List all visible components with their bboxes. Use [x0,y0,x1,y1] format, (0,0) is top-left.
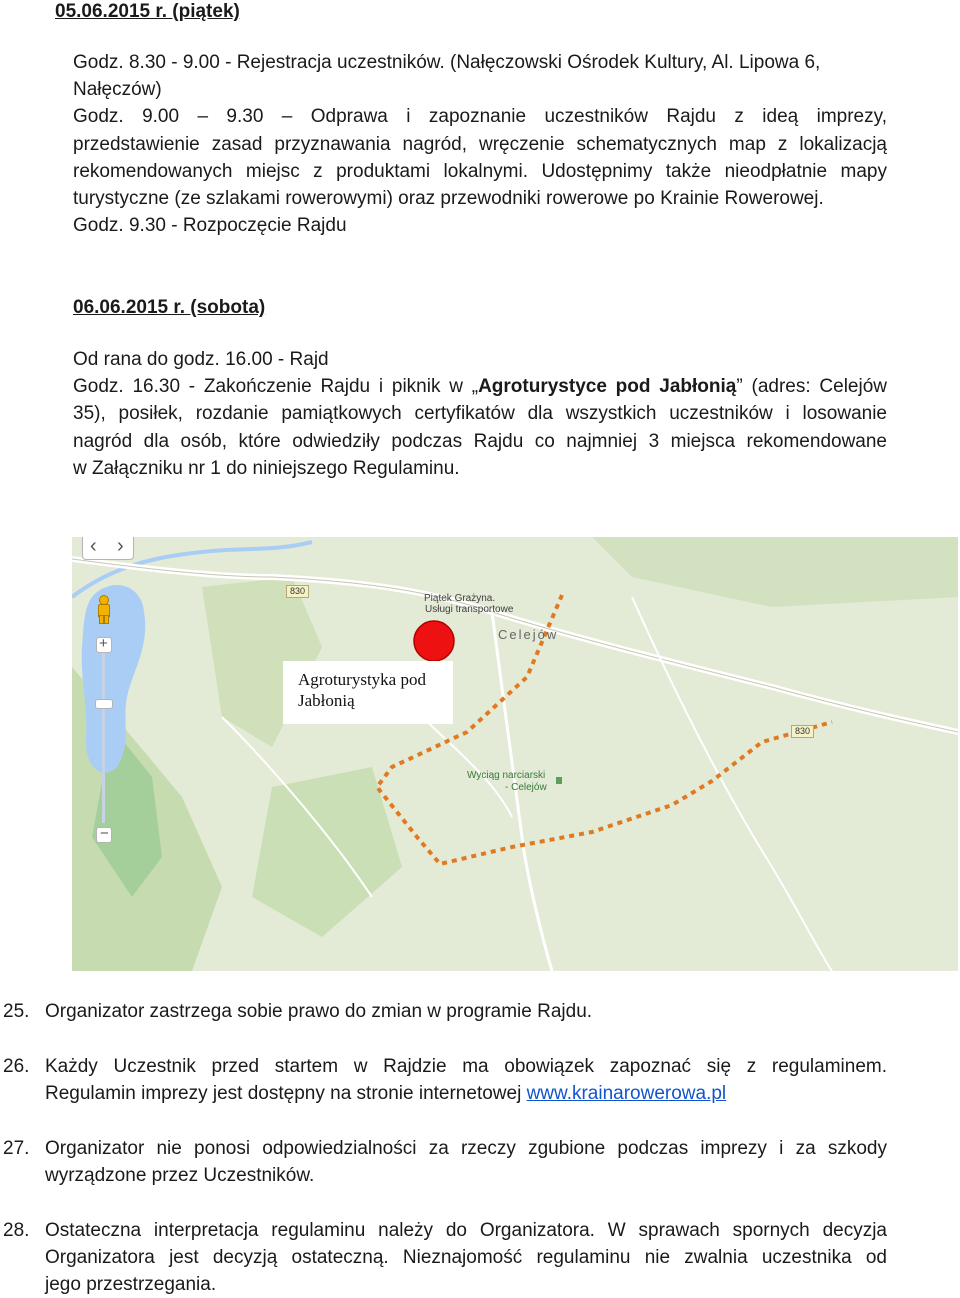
map-infobox [283,661,453,724]
road-shield-830-east: 830 [791,725,814,738]
day2-line1: Od rana do godz. 16.00 - Rajd [73,349,329,370]
zoom-slider-handle[interactable] [95,699,113,709]
item-25 [45,998,887,1025]
day1-line4: przedstawienie zasad przyznawania nagród, wręczenie schematycznych map z lokalizacją [73,134,887,155]
map-canvas [72,537,958,971]
day2-line2 [73,373,887,400]
road-shield-830-west: 830 [286,585,309,598]
label-uslugi: Usługi transportowe [425,604,514,615]
minus-icon: − [100,825,109,842]
item-28 [45,1217,887,1298]
item-28-row-3: jego przestrzegania. [45,1274,217,1295]
item-25-number: 25. [3,1001,30,1022]
label-wyciag-1: Wyciąg narciarski [467,770,546,781]
item-26-row-1: Każdy Uczestnik przed startem w Rajdzie ma obowiązek zapoznać się z regulaminem. [45,1056,887,1077]
day1-line1: Godz. 8.30 - 9.00 - Rejestracja uczestników. (Nałęczowski Ośrodek Kultury, Al. Lipowa 6, [73,52,821,73]
location-marker[interactable] [414,621,454,661]
item-28-row-1: Ostateczna interpretacja regulaminu należy do Organizatora. W sprawach spornych decyzja [45,1220,887,1241]
plus-icon: + [99,635,108,652]
location-map[interactable] [72,537,958,971]
label-celejow: Celejów [498,627,559,642]
day1-line6: turystyczne (ze szlakami rowerowymi) oraz przewodniki rowerowe po Krainie Rowerowej. [73,188,824,209]
day1-line3: Godz. 9.00 – 9.30 – Odprawa i zapoznanie uczestników Rajdu z ideą imprezy, [73,106,887,127]
zoom-track[interactable] [102,653,105,823]
ski-lift-poi-icon [556,777,562,784]
day2-header: 06.06.2015 r. (sobota) [73,297,266,318]
day2-line4: nagród dla osób, które odwiedziły podczas Rajdu co najmniej 3 miejsca rekomendowane [73,431,887,452]
website-link[interactable]: www.krainarowerowa.pl [526,1083,727,1104]
pegman-icon[interactable] [96,595,110,623]
item-25-row-1: Organizator zastrzega sobie prawo do zmian w programie Rajdu. [45,1001,593,1022]
infobox-line2: Jabłonią [298,691,355,710]
day1-line2: Nałęczów) [73,79,162,100]
zoom-out-button[interactable] [96,827,112,843]
item-26-number: 26. [3,1056,30,1077]
label-piatek: Piątek Grażyna. [424,593,496,604]
day1-header: 05.06.2015 r. (piątek) [55,1,240,22]
infobox-line1: Agroturystyka pod [298,670,426,689]
item-27-row-1: Organizator nie ponosi odpowiedzialności za rzeczy zgubione podczas imprezy i za szkody [45,1138,887,1159]
item-27 [45,1135,887,1189]
day1-line5: rekomendowanych miejsc z produktami lokalnymi. Udostępnimy także nieodpłatnie mapy [73,161,887,182]
chevron-left-icon[interactable]: ‹ [90,537,97,557]
day2-line3: 35), posiłek, rozdanie pamiątkowych certyfikatów dla wszystkich uczestników i losowanie [73,403,887,424]
item-28-row-2: Organizatora jest decyzją ostateczną. Nieznajomość regulaminu nie zwalnia uczestnika od [45,1247,887,1268]
label-wyciag-2: - Celejów [505,782,547,793]
day2-line2-pre: Godz. 16.30 - Zakończenie Rajdu i piknik w „ [73,376,479,397]
pan-control[interactable] [82,537,134,560]
item-27-number: 27. [3,1138,30,1159]
chevron-right-icon[interactable]: › [117,537,124,557]
item-26 [45,1053,887,1107]
item-26-row-2 [45,1080,887,1107]
item-26-row-2-text: Regulamin imprezy jest dostępny na stronie internetowej [45,1083,527,1104]
item-27-row-2: wyrządzone przez Uczestników. [45,1165,315,1186]
day1-line7: Godz. 9.30 - Rozpoczęcie Rajdu [73,215,347,236]
zoom-in-button[interactable] [96,637,112,653]
day2-line5: w Załączniku nr 1 do niniejszego Regulaminu. [73,458,460,479]
item-28-number: 28. [3,1220,30,1241]
day2-line2-bold: Agroturystyce pod Jabłonią [478,376,737,397]
day2-line2-post: ” (adres: Celejów [736,376,887,397]
